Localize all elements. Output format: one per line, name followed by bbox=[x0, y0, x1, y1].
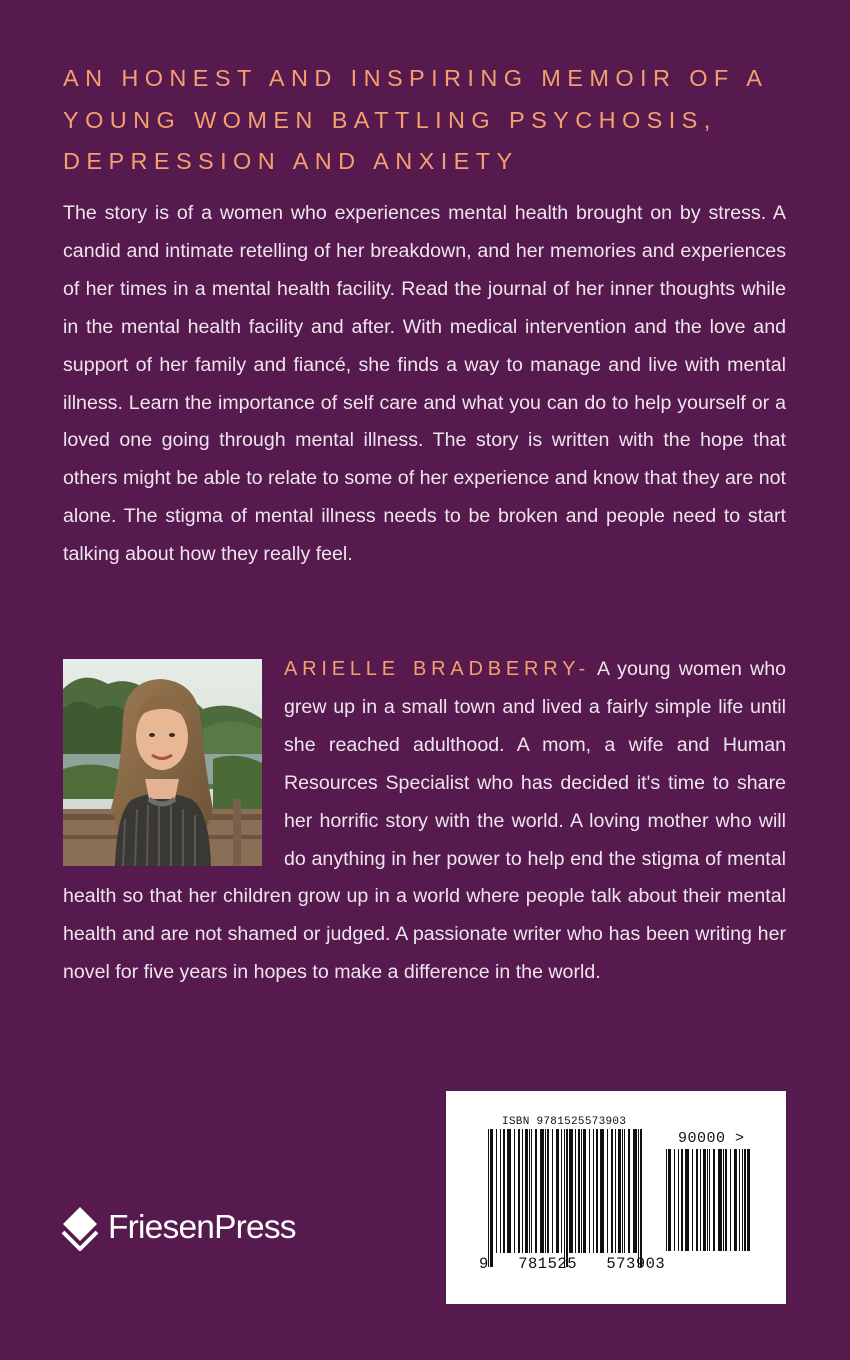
barcode-bar bbox=[678, 1149, 679, 1251]
barcode-bar bbox=[638, 1129, 639, 1267]
barcode-bar bbox=[723, 1149, 724, 1251]
barcode-bar bbox=[490, 1129, 493, 1267]
barcode-bar bbox=[583, 1129, 586, 1253]
barcode-bar bbox=[692, 1149, 693, 1251]
isbn-label: ISBN 9781525573903 bbox=[502, 1116, 627, 1128]
barcode-bar bbox=[507, 1129, 511, 1253]
barcode-bar bbox=[668, 1149, 671, 1251]
publisher-logo bbox=[61, 1205, 296, 1251]
barcode-bar bbox=[569, 1129, 573, 1253]
barcode-bar bbox=[624, 1129, 625, 1253]
barcode-bar bbox=[545, 1129, 546, 1253]
barcode-bar bbox=[696, 1149, 698, 1251]
barcode-bar bbox=[552, 1129, 553, 1253]
author-photo bbox=[63, 659, 262, 866]
barcode-bar bbox=[600, 1129, 604, 1253]
barcode-bar bbox=[540, 1129, 544, 1253]
price-code: 90000 > bbox=[678, 1130, 745, 1147]
barcode-bar bbox=[500, 1129, 501, 1253]
barcode-bar bbox=[607, 1129, 608, 1253]
barcode-bar bbox=[535, 1129, 537, 1253]
barcode-bar bbox=[734, 1149, 737, 1251]
barcode-bar bbox=[514, 1129, 515, 1253]
barcode-bar bbox=[547, 1129, 549, 1253]
barcode-bar bbox=[593, 1129, 594, 1253]
barcode-bar bbox=[522, 1129, 523, 1253]
barcode-bar bbox=[518, 1129, 520, 1253]
barcode-addon-bars bbox=[666, 1149, 750, 1265]
barcode-bar bbox=[575, 1129, 576, 1253]
barcode-bar bbox=[674, 1149, 675, 1251]
barcode-bar bbox=[615, 1129, 616, 1253]
author-photo-illustration bbox=[63, 659, 262, 866]
barcode-bar bbox=[525, 1129, 528, 1253]
author-name: ARIELLE BRADBERRY bbox=[284, 658, 579, 680]
barcode-bar bbox=[681, 1149, 683, 1251]
barcode-bar bbox=[700, 1149, 701, 1251]
barcode-bar bbox=[744, 1149, 746, 1251]
barcode-bar bbox=[566, 1129, 568, 1267]
barcode-bar bbox=[556, 1129, 559, 1253]
barcode-bar bbox=[564, 1129, 565, 1267]
barcode-bar bbox=[578, 1129, 580, 1253]
barcode-bar bbox=[503, 1129, 505, 1253]
barcode-bars bbox=[488, 1129, 643, 1267]
barcode-bar bbox=[618, 1129, 621, 1253]
barcode-bar bbox=[707, 1149, 708, 1251]
barcode-bar bbox=[633, 1129, 637, 1253]
publisher-diamond-icon bbox=[61, 1205, 99, 1251]
barcode-bar bbox=[703, 1149, 706, 1251]
barcode-bar bbox=[709, 1149, 710, 1251]
barcode-bar bbox=[561, 1129, 562, 1253]
author-name-separator: - bbox=[578, 658, 590, 680]
barcode-bar bbox=[596, 1129, 598, 1253]
isbn-barcode bbox=[446, 1091, 786, 1304]
barcode-bar bbox=[730, 1149, 731, 1251]
barcode-bar bbox=[747, 1149, 750, 1251]
barcode-bar bbox=[713, 1149, 715, 1251]
cover-headline: AN HONEST AND INSPIRING MEMOIR OF A YOUNG WOMEN BATTLING PSYCHOSIS, DEPRESSION AND ANXIETY bbox=[63, 65, 768, 174]
barcode-bar bbox=[581, 1129, 582, 1253]
barcode-bar bbox=[640, 1129, 642, 1267]
barcode-bar bbox=[685, 1149, 689, 1251]
barcode-bar bbox=[488, 1129, 489, 1267]
barcode-bar bbox=[739, 1149, 740, 1251]
barcode-bar bbox=[496, 1129, 497, 1253]
barcode-bar bbox=[531, 1129, 532, 1253]
barcode-bar bbox=[611, 1129, 613, 1253]
barcode-bar bbox=[529, 1129, 530, 1253]
barcode-bar bbox=[742, 1149, 743, 1251]
barcode-bar bbox=[622, 1129, 623, 1253]
barcode-bar bbox=[628, 1129, 630, 1253]
barcode-bar bbox=[718, 1149, 722, 1251]
barcode-bar bbox=[589, 1129, 590, 1253]
barcode-bar bbox=[725, 1149, 727, 1251]
author-bio-text: A young women who grew up in a small town and lived a fairly simple life until she reached adulthood. A mom, a wife and Human Resources Specialist who has decided it's time to share her horrific story with the world. A loving mother who will do anything in her power to help end the stigma of mental health so that her children grow up in a world where people talk about their mental health and are not shamed or judged. A passionate writer who has been writing her novel for five years in hopes to make a difference in the world. bbox=[63, 658, 786, 984]
barcode-bar bbox=[666, 1149, 667, 1251]
publisher-name: FriesenPress bbox=[108, 1209, 296, 1246]
book-synopsis: The story is of a women who experiences mental health brought on by stress. A candid and intimate retelling of her breakdown, and her memories and experiences of her times in a mental health facility. Read the journal of her inner thoughts while in the mental health facility and after. With medical intervention and the love and support of her family and fiancé, she finds a way to manage and live with mental illness. Learn the importance of self care and what you can do to help yourself or a loved one going through mental illness. The story is written with the hope that others might be able to relate to some of her experience and know that they are not alone. The stigma of mental illness needs to be broken and people need to start talking about how they really feel. bbox=[63, 202, 786, 566]
barcode-digits: 9 781525 573903 bbox=[479, 1255, 666, 1273]
